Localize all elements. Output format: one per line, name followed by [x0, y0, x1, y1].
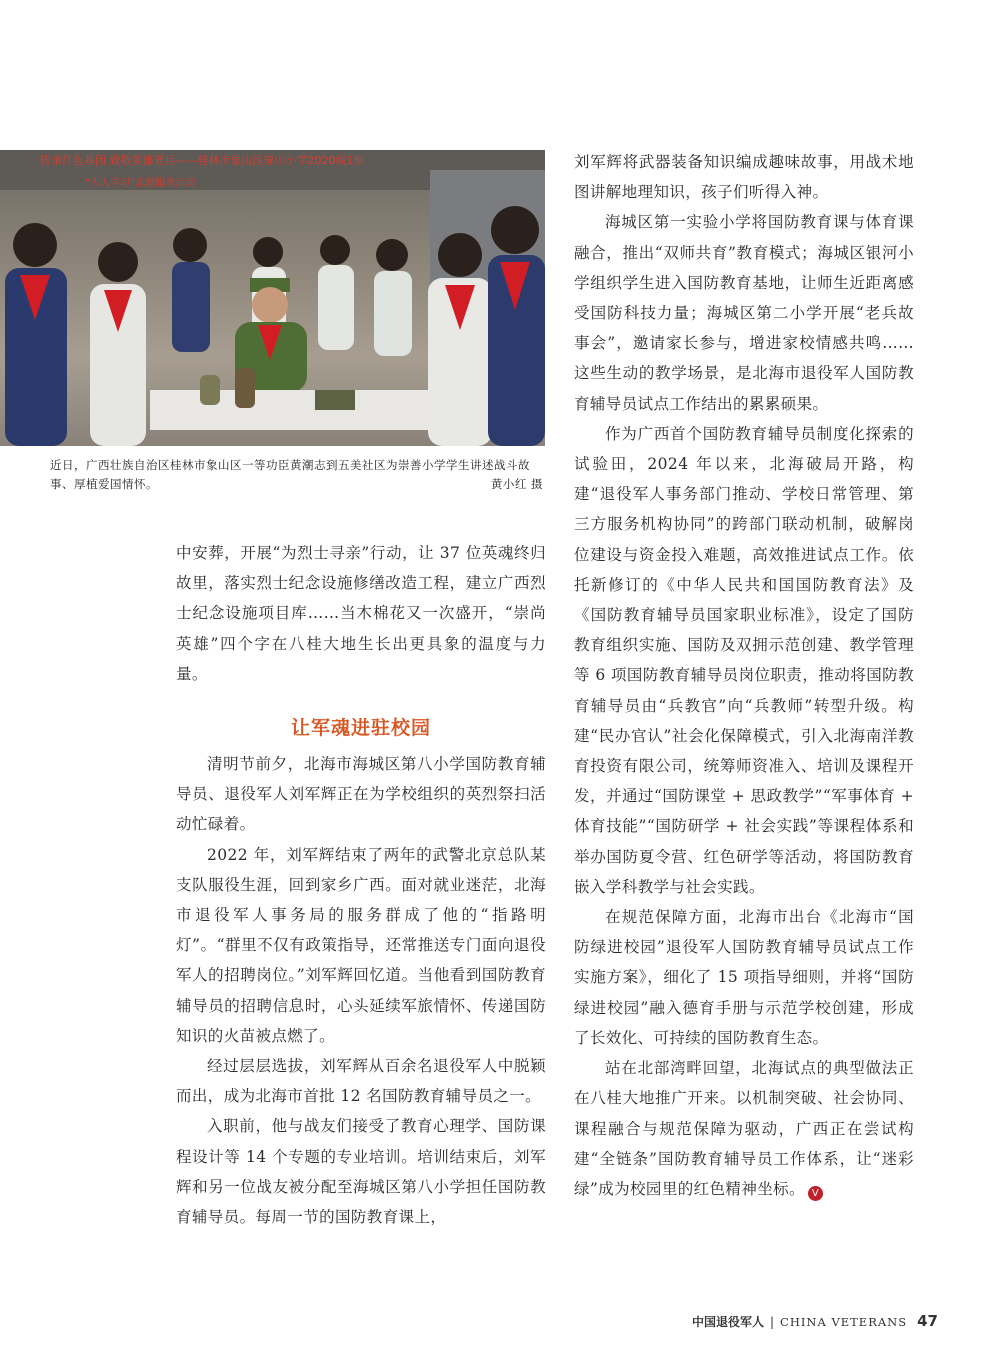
left-column [176, 538, 546, 1232]
paragraph-last [574, 1053, 914, 1204]
page-number: 47 [917, 1312, 938, 1330]
photo-illustration [0, 150, 545, 446]
paragraph: 刘军辉将武器装备知识编成趣味故事，用战术地图讲解地理知识，孩子们听得入神。 [574, 153, 914, 202]
news-photo [0, 150, 545, 446]
paragraph: 在规范保障方面，北海市出台《北海市“国防绿进校园”退役军人国防教育辅导员试点工作实施方案》，细化了 15 项指导细则，并将“国防绿进校园”融入德育手册与示范学校创建，形成了长效化、可持续的国防教育生态。 [574, 908, 914, 1047]
paragraph: 2022 年，刘军辉结束了两年的武警北京总队某支队服役生涯，回到家乡广西。面对就业迷茫，北海市退役军人事务局的服务群成了他的“指路明灯”。“群里不仅有政策指导，还常推送专门面向退役军人的招聘岗位。”刘军辉回忆道。当他看到国防教育辅导员的招聘信息时，心头延续军旅情怀、传递国防知识的火苗被点燃了。 [176, 845, 546, 1045]
paragraph: 作为广西首个国防教育辅导员制度化探索的试验田，2024 年以来，北海破局开路，构建“退役军人事务部门推动、学校日常管理、第三方服务机构协同”的跨部门联动机制，破解岗位建设与资金投入难题，高效推进试点工作。依托新修订的《中华人民共和国国防教育法》及《国防教育辅导员国家职业标准》，设定了国防教育组织实施、国防及双拥示范创建、教学管理等 6 项国防教育辅导员岗位职责，推动将国防教育辅导员由“兵教官”向“兵教师”转型升级。构建“民办官认”社会化保障模式，引入北海南洋教育投资有限公司，统筹师资准入、培训及课程开发，并通过“国防课堂 + 思政教学”“军事体育 + 体育技能”“国防研学 + 社会实践”等课程体系和举办国防夏令营、红色研学等活动，将国防教育嵌入学科教学与社会实践。 [574, 424, 914, 896]
box [315, 390, 355, 410]
magazine-name-cn: 中国退役军人 [691, 1315, 764, 1329]
paragraph: 入职前，他与战友们接受了教育心理学、国防课程设计等 14 个专题的专业培训。培训结束后，刘军辉和另一位战友被分配至海城区第八小学担任国防教育辅导员。每周一节的国防教育课上， [176, 1117, 546, 1227]
bottle [235, 368, 255, 408]
paragraph-text: 站在北部湾畔回望，北海试点的典型做法正在八桂大地推广开来。以机制突破、社会协同、课程融合与规范保障为驱动，广西正在尝试构建“全链条”国防教育辅导员工作体系，让“迷彩绿”成为校园里的红色精神坐标。 [574, 1059, 914, 1198]
canteen [200, 375, 220, 405]
section-title: 让军魂进驻校园 [290, 717, 431, 740]
table [150, 390, 440, 430]
caption-text: 近日，广西壮族自治区桂林市象山区一等功臣黄潮志到五美社区为崇善小学学生讲述战斗故事、厚植爱国情怀。 [50, 458, 530, 491]
footer-separator: | [770, 1315, 775, 1329]
magazine-name-en: CHINA VETERANS [780, 1315, 908, 1329]
paragraph: 中安葬，开展“为烈士寻亲”行动，让 37 位英魂终归故里，落实烈士纪念设施修缮改造工程，建立广西烈士纪念设施项目库……当木棉花又一次盛开，“崇尚英雄”四个字在八桂大地生长出更具象的温度与力量。 [176, 544, 546, 683]
end-mark-icon: V [808, 1186, 823, 1201]
banner-line-1: 传承红色基因 致敬英雄老兵——桂林市象山区穿山小学2020级1班 [40, 154, 365, 167]
paragraph: 清明节前夕，北海市海城区第八小学国防教育辅导员、退役军人刘军辉正在为学校组织的英烈祭扫活动忙碌着。 [176, 755, 546, 834]
photo-caption [50, 456, 545, 494]
students-left [5, 223, 146, 446]
paragraph: 经过层层选拔，刘军辉从百余名退役军人中脱颖而出，成为北海市首批 12 名国防教育辅导员之一。 [176, 1057, 546, 1106]
page-footer [692, 1312, 938, 1330]
right-column [574, 147, 914, 1204]
banner-line-2: “人人学习”志愿服务活动 [85, 178, 196, 189]
paragraph: 海城区第一实验小学将国防教育课与体育课融合，推出“双师共育”教育模式；海城区银河小学组织学生进入国防教育基地，让师生近距离感受国防科技力量；海城区第二小学开展“老兵故事会”，邀请家长参与，增进家校情感共鸣……这些生动的教学场景，是北海市退役军人国防教育辅导员试点工作结出的累累硕果。 [574, 213, 914, 413]
photo-credit: 黄小红 摄 [490, 477, 543, 491]
